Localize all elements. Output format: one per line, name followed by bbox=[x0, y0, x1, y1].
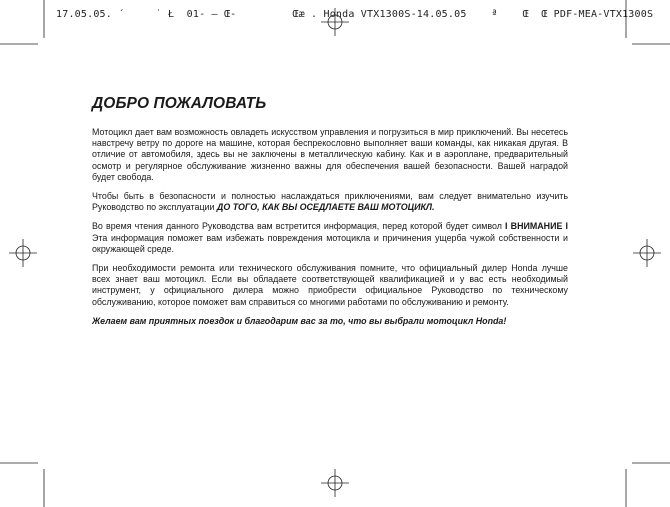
page-title: ДОБРО ПОЖАЛОВАТЬ bbox=[92, 95, 267, 112]
paragraph-dealer-service: При необходимости ремонта или технического обслуживания помните, что официальный дилер Honda лучше всех знает ваш мотоцикл. Если вы обладаете соответствующей квалификацией и у вас есть необходимый инструмент, у официального дилера можно приобрести официальное Руководство по техническому обслуживанию, которое поможет вам справиться со многими работами по обслуживанию и ремонту. bbox=[92, 263, 568, 307]
paragraph-intro: Мотоцикл дает вам возможность овладеть искусством управления и погрузиться в мир приключений. Вы несетесь навстречу ветру по дороге на машине, которая беспрекословно выполняет ваши команды, как никакая другая. В отличие от автомобиля, здесь вы не заключены в металлическую кабину. Как и в аэроплане, предварительный осмотр и регулярное обслуживание жизненно важны для обеспечения вашей безопасности. Вашей наградой будет свобода. bbox=[92, 127, 568, 182]
attention-symbol: I ВНИМАНИЕ I bbox=[505, 221, 568, 232]
registration-mark-left bbox=[9, 239, 37, 267]
paragraph-attention-rest: Эта информация поможет вам избежать повреждения мотоцикла и причинения ущерба чужой собственности и окружающей среде. bbox=[92, 232, 568, 254]
paragraph-manual-advice bbox=[92, 191, 568, 213]
registration-mark-bottom bbox=[321, 469, 349, 497]
paragraph-manual-advice-emphasis: ДО ТОГО, КАК ВЫ ОСЕДЛАЕТЕ ВАШ МОТОЦИКЛ. bbox=[216, 202, 435, 213]
registration-mark-right bbox=[633, 239, 661, 267]
crop-mark-bottom-left bbox=[0, 463, 44, 507]
closing-line: Желаем вам приятных поездок и благодарим вас за то, что вы выбрали мотоцикл Honda! bbox=[92, 315, 507, 326]
paragraph-attention-text: Во время чтения данного Руководства вам встретится информация, перед которой будет символ bbox=[92, 221, 506, 232]
print-slug-line: 17.05.05. ´ ˙ Ł 01- – Œ- Œæ . Honda VTX1300S-14.05.05 ª Œ Œ PDF-MEA-VTX1300S bbox=[56, 9, 654, 20]
paragraph-manual-advice-text: Чтобы быть в безопасности и полностью наслаждаться приключениями, вам следует внимательно изучить Руководство по эксплуатации bbox=[92, 191, 568, 213]
crop-mark-top-left bbox=[0, 0, 44, 44]
paragraph-attention-notice bbox=[92, 221, 568, 255]
crop-mark-bottom-right bbox=[626, 463, 670, 507]
crop-mark-top-right bbox=[626, 0, 670, 44]
document-body bbox=[92, 95, 568, 327]
